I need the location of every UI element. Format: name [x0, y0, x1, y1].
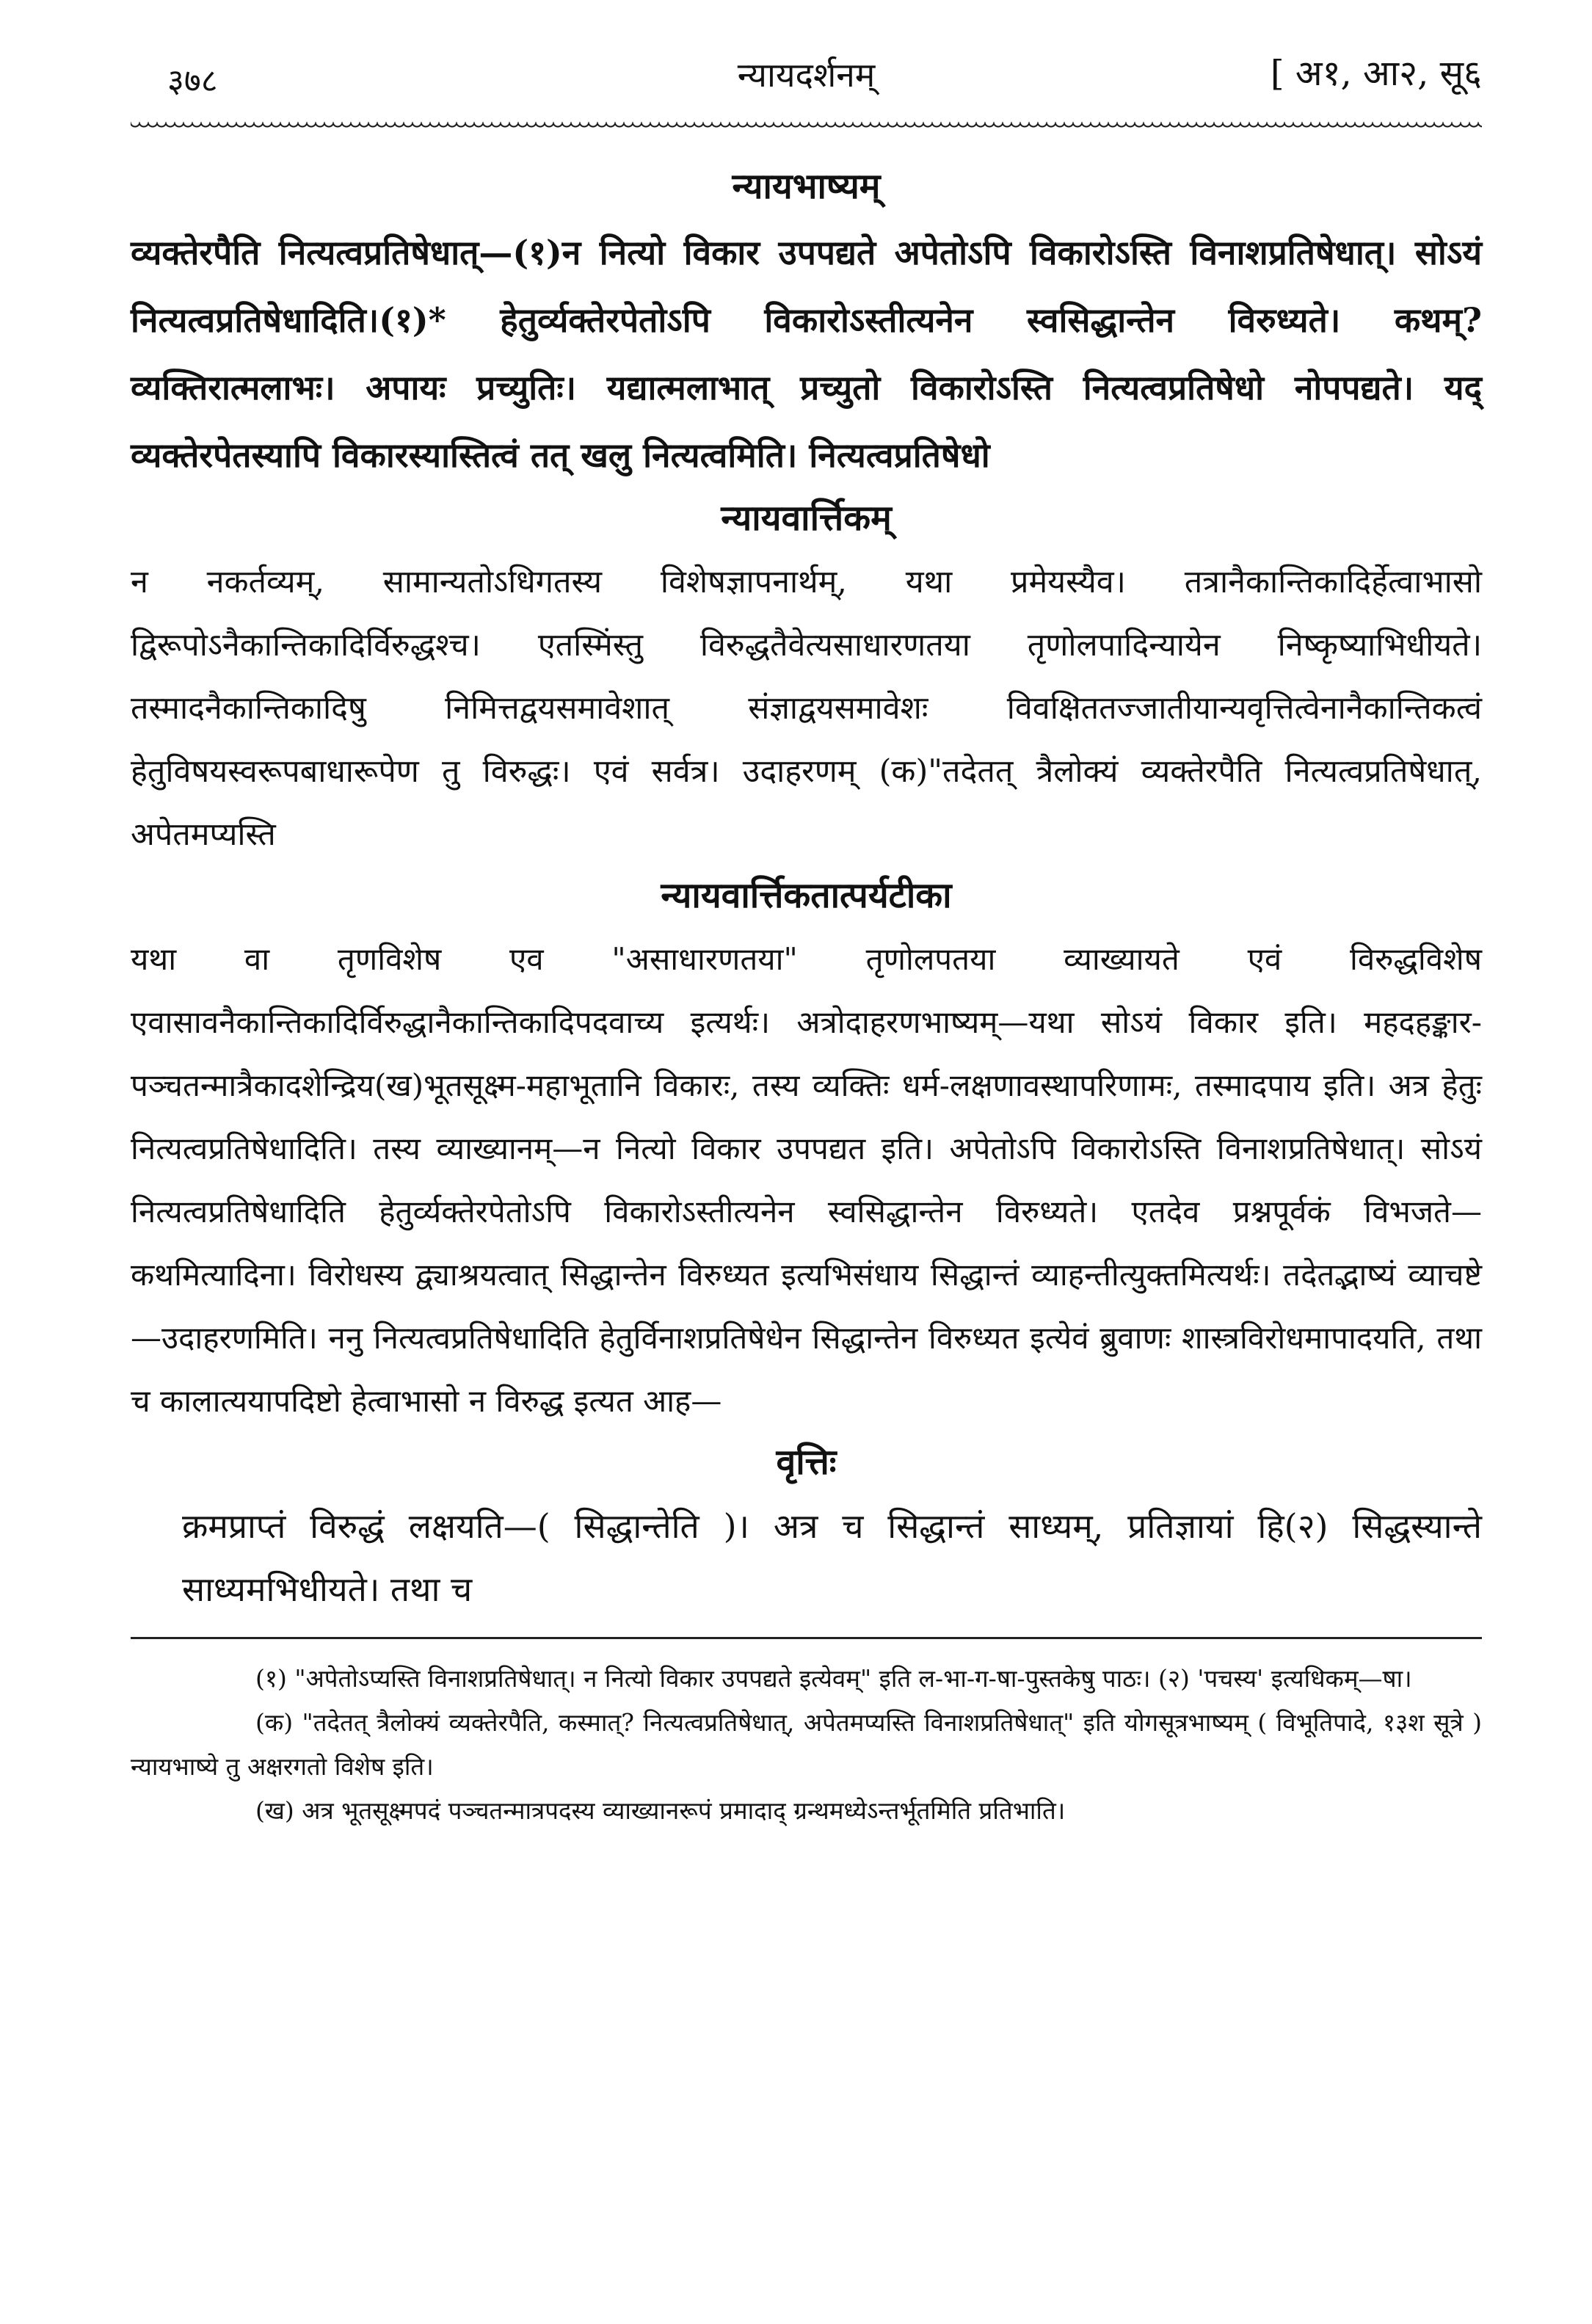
footnote: (ख) अत्र भूतसूक्ष्मपदं पञ्चतन्मात्रपदस्य व्याख्यानरूपं प्रमादाद् ग्रन्थमध्येऽन्तर्भूतमिति प्रतिभाति।: [255, 1796, 1066, 1825]
section-text: यथा वा तृणविशेष एव "असाधारणतया" तृणोलपतया व्याख्यायते एवं विरुद्धविशेष एवासावनैकान्तिकादिर्विरुद्धानैकान्तिकादिपदवाच्य इत्यर्थः। अत्रोदाहरणभाष्यम्—यथा सोऽयं विकार इति। महदहङ्कार-पञ्चतन्मात्रैकादशेन्द्रिय(ख)भूतसूक्ष्म-महाभूतानि विकारः, तस्य व्यक्तिः धर्म-लक्षणावस्थापरिणामः, तस्मादपाय इति। अत्र हेतुः नित्यत्वप्रतिषेधादिति। तस्य व्याख्यानम्—न नित्यो विकार उपपद्यत इति। अपेतोऽपि विकारोऽस्ति विनाशप्रतिषेधात्। सोऽयं नित्यत्वप्रतिषेधादिति हेतुर्व्यक्तेरपेतोऽपि विकारोऽस्तीत्यनेन स्वसिद्धान्तेन विरुध्यते। एतदेव प्रश्नपूर्वकं विभजते—कथमित्यादिना। विरोधस्य द्व्याश्रयत्वात् सिद्धान्तेन विरुध्यत इत्यभिसंधाय सिद्धान्तं व्याहन्तीत्युक्तमित्यर्थः। तदेतद्भाष्यं व्याचष्टे—उदाहरणमिति। ननु नित्यत्वप्रतिषेधादिति हेतुर्विनाशप्रतिषेधेन सिद्धान्तेन विरुध्यत इत्येवं ब्रुवाणः शास्त्रविरोधमापादयति, तथा च कालात्ययापदिष्टो हेत्वाभासो न विरुद्ध इत्यत आह—: [131, 941, 1482, 1419]
running-title: न्यायदर्शनम्: [737, 55, 876, 95]
page-number: ३७८: [167, 62, 218, 100]
footnotes: [131, 1657, 1482, 1833]
section-text: न नकर्तव्यम्, सामान्यतोऽधिगतस्य विशेषज्ञापनार्थम्, यथा प्रमेयस्यैव। तत्रानैकान्तिकादिर्हेत्वाभासो द्विरूपोऽनैकान्तिकादिर्विरुद्धश्च। एतस्मिंस्तु विरुद्धतैवेत्यसाधारणतया तृणोलपादिन्यायेन निष्कृष्याभिधीयते। तस्मादनैकान्तिकादिषु निमित्तद्वयसमावेशात् संज्ञाद्वयसमावेशः विवक्षिततज्जातीयान्यवृत्तित्वेनानैकान्तिकत्वं हेतुविषयस्वरूपबाधारूपेण तु विरुद्धः। एवं सर्वत्र। उदाहरणम् (क)"तदेतत् त्रैलोक्यं व्यक्तेरपैति नित्यत्वप्रतिषेधात्, अपेतमप्यस्ति: [131, 564, 1482, 853]
section-text: व्यक्तेरपैति नित्यत्वप्रतिषेधात्—(१)न नित्यो विकार उपपद्यते अपेतोऽपि विकारोऽस्ति विनाशप्रतिषेधात्। सोऽयं नित्यत्वप्रतिषेधादिति।(१)* हेतुर्व्यक्तेरपेतोऽपि विकारोऽस्तीत्यनेन स्वसिद्धान्तेन विरुध्यते। कथम्? व्यक्तिरात्मलाभः। अपायः प्रच्युतिः। यद्यात्मलाभात् प्रच्युतो विकारोऽस्ति नित्यत्वप्रतिषेधो नोपपद्यते। यद् व्यक्तेरपेतस्यापि विकारस्यास्तित्वं तत् खलु नित्यत्वमिति। नित्यत्वप्रतिषेधो: [131, 233, 1482, 475]
section-heading: न्यायभाष्यम्: [732, 166, 881, 207]
section-nyaya-bhashya: [131, 163, 1482, 489]
footnote-divider: [131, 1637, 1482, 1639]
footnote: (क) "तदेतत् त्रैलोक्यं व्यक्तेरपैति, कस्मात्? नित्यत्वप्रतिषेधात्, अपेतमप्यस्ति विनाशप्रतिषेधात्" इति योगसूत्रभाष्यम् ( विभूतिपादे, १३श सूत्रे ) न्यायभाष्ये तु अक्षरगतो विशेष इति।: [131, 1708, 1482, 1781]
footnote: (१) "अपेतोऽप्यस्ति विनाशप्रतिषेधात्। न नित्यो विकार उपपद्यते इत्येवम्" इति ल-भा-ग-षा-पुस्तकेषु पाठः। (२) 'पचस्य' इत्यधिकम्—षा।: [255, 1664, 1412, 1693]
section-vritti: [131, 1439, 1482, 1621]
section-heading: वृत्तिः: [776, 1442, 837, 1483]
section-heading: न्यायवार्त्तिकम्: [721, 498, 892, 539]
header-wavy-rule: [131, 122, 1482, 131]
section-text: क्रमप्राप्तं विरुद्धं लक्षयति—( सिद्धान्तेति )। अत्र च सिद्धान्तं साध्यम्, प्रतिज्ञायां हि(२) सिद्धस्यान्ते साध्यमभिधीयते। तथा च: [182, 1506, 1482, 1609]
chapter-locator: [ अ१, आ२, सू६: [1270, 53, 1482, 94]
section-tatparya-tika: [131, 872, 1482, 1433]
section-heading: न्यायवार्त्तिकतात्पर्यटीका: [661, 875, 952, 916]
page-header: [131, 29, 1482, 103]
section-nyaya-vartika: [131, 495, 1482, 866]
